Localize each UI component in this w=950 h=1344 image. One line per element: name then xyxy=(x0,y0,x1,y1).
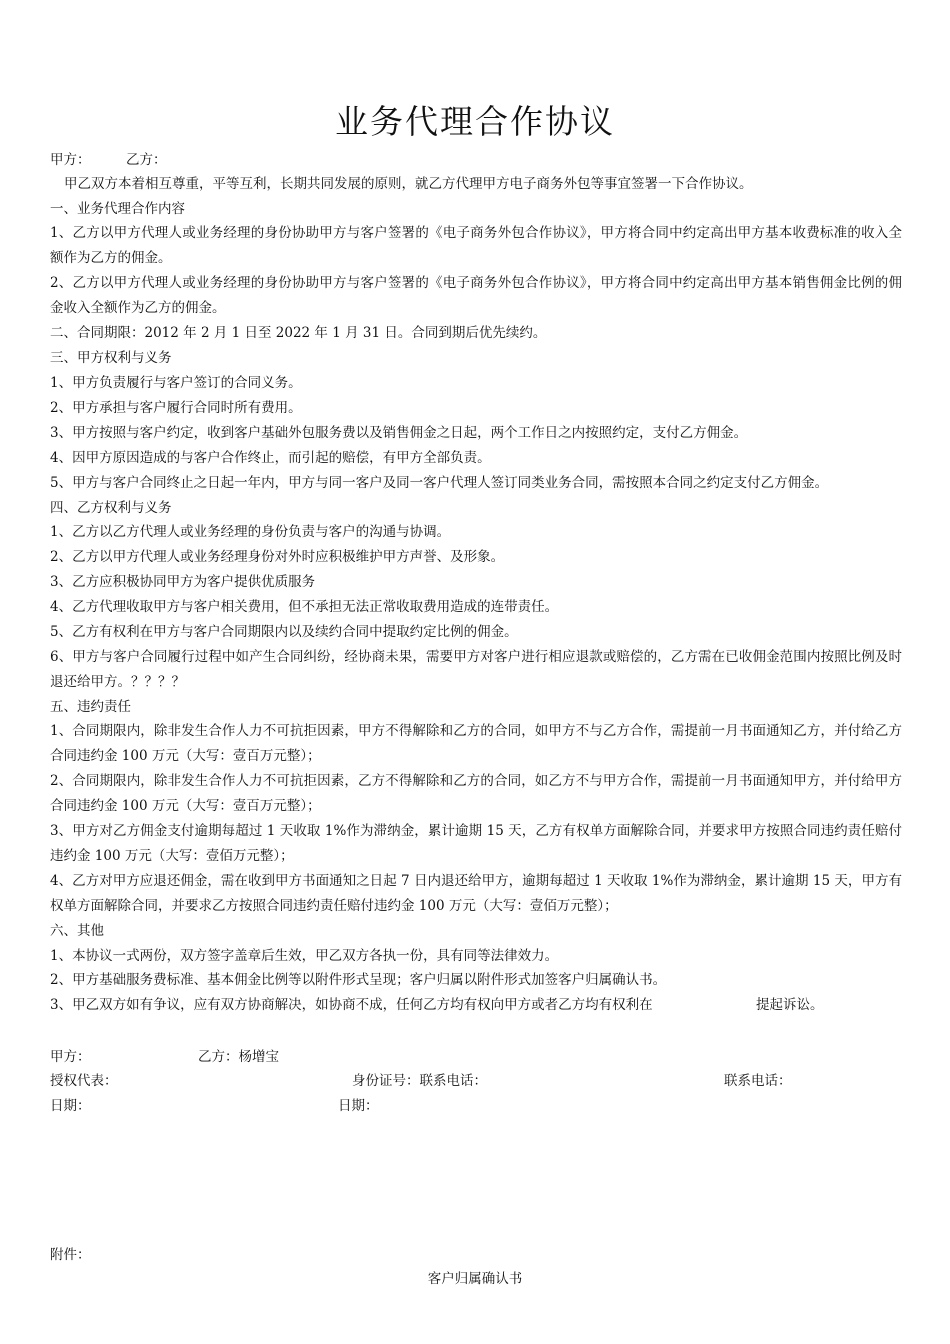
intro-paragraph: 甲乙双方本着相互尊重，平等互利，长期共同发展的原则，就乙方代理甲方电子商务外包等事宜签署一下合作协议。 xyxy=(64,176,753,192)
signature-phone: 联系电话： xyxy=(724,1073,792,1089)
clause-line: 3、甲乙双方如有争议，应有双方协商解决，如协商不成，任何乙方均有权向甲方或者乙方均有权利在 xyxy=(50,997,653,1013)
clause-line: 2、乙方以甲方代理人或业务经理身份对外时应积极维护甲方声誉、及形象。 xyxy=(50,549,505,565)
clause-line: 1、本协议一式两份，双方签字盖章后生效，甲乙双方各执一份，具有同等法律效力。 xyxy=(50,948,559,964)
clause-line: 3、甲方按照与客户约定，收到客户基础外包服务费以及销售佣金之日起，两个工作日之内按照约定，支付乙方佣金。 xyxy=(50,425,748,441)
signature-date-b: 日期： xyxy=(338,1098,379,1114)
clause-paragraph: 2、合同期限内，除非发生合作人力不可抗拒因素，乙方不得解除和乙方的合同，如乙方不与甲方合作，需提前一月书面通知甲方，并付给甲方合同违约金 100 万元（大写：壹百万元整）； xyxy=(50,773,902,814)
signature-party-b: 乙方：杨增宝 xyxy=(198,1049,279,1065)
party-b-label: 乙方： xyxy=(126,152,167,168)
clause-line: 2、甲方承担与客户履行合同时所有费用。 xyxy=(50,400,302,416)
clause-line: 1、乙方以乙方代理人或业务经理的身份负责与客户的沟通与协调。 xyxy=(50,524,451,540)
clause-paragraph: 1、合同期限内，除非发生合作人力不可抗拒因素，甲方不得解除和乙方的合同，如甲方不与乙方合作，需提前一月书面通知乙方，并付给乙方合同违约金 100 万元（大写：壹百万元整）； xyxy=(50,723,902,764)
clause-paragraph: 6、甲方与客户合同履行过程中如产生合同纠纷，经协商未果，需要甲方对客户进行相应退款或赔偿的，乙方需在已收佣金范围内按照比例及时退还给甲方。？？？？ xyxy=(50,649,902,690)
clause-line: 2、甲方基础服务费标准、基本佣金比例等以附件形式呈现；客户归属以附件形式加签客户归属确认书。 xyxy=(50,972,667,988)
clause-paragraph: 4、乙方对甲方应退还佣金，需在收到甲方书面通知之日起 7 日内退还给甲方，逾期每超过 1 天收取 1%作为滞纳金，累计逾期 15 天，甲方有权单方面解除合同，并要求乙方按照合同违约责任赔付违约金 100 万元（大写：壹佰万元整）； xyxy=(50,873,902,914)
section-heading: 二、合同期限：2012 年 2 月 1 日至 2022 年 1 月 31 日。合同到期后优先续约。 xyxy=(50,325,547,341)
clause-line: 5、甲方与客户合同终止之日起一年内，甲方与同一客户及同一客户代理人签订同类业务合同，需按照本合同之约定支付乙方佣金。 xyxy=(50,475,829,491)
attachment-label: 附件： xyxy=(50,1247,91,1263)
clause-line: 5、乙方有权利在甲方与客户合同期限内以及续约合同中提取约定比例的佣金。 xyxy=(50,624,518,640)
clause-line-end: 提起诉讼。 xyxy=(756,997,824,1013)
signature-id-phone: 身份证号：联系电话： xyxy=(352,1073,487,1089)
section-heading: 六、其他 xyxy=(50,923,104,939)
party-a-label: 甲方： xyxy=(50,152,91,168)
clause-line: 4、乙方代理收取甲方与客户相关费用，但不承担无法正常收取费用造成的连带责任。 xyxy=(50,599,559,615)
clause-paragraph: 1、乙方以甲方代理人或业务经理的身份协助甲方与客户签署的《电子商务外包合作协议》，甲方将合同中约定高出甲方基本收费标准的收入全额作为乙方的佣金。 xyxy=(50,225,902,266)
signature-auth-rep: 授权代表： xyxy=(50,1073,118,1089)
section-heading: 四、乙方权利与义务 xyxy=(50,500,172,516)
signature-party-a: 甲方： xyxy=(50,1049,91,1065)
clause-line: 4、因甲方原因造成的与客户合作终止，而引起的赔偿，有甲方全部负责。 xyxy=(50,450,491,466)
section-heading: 三、甲方权利与义务 xyxy=(50,350,172,366)
clause-line: 1、甲方负责履行与客户签订的合同义务。 xyxy=(50,375,302,391)
clause-line: 3、乙方应积极协同甲方为客户提供优质服务 xyxy=(50,574,316,590)
section-heading: 一、业务代理合作内容 xyxy=(50,201,185,217)
document-title: 业务代理合作协议 xyxy=(335,102,615,141)
clause-paragraph: 2、乙方以甲方代理人或业务经理的身份协助甲方与客户签署的《电子商务外包合作协议》，甲方将合同中约定高出甲方基本销售佣金比例的佣金收入全额作为乙方的佣金。 xyxy=(50,275,902,316)
attachment-title: 客户归属确认书 xyxy=(427,1271,523,1287)
signature-date-a: 日期： xyxy=(50,1098,91,1114)
clause-paragraph: 3、甲方对乙方佣金支付逾期每超过 1 天收取 1%作为滞纳金，累计逾期 15 天，乙方有权单方面解除合同，并要求甲方按照合同违约责任赔付违约金 100 万元（大写：壹佰万元整）； xyxy=(50,823,902,864)
section-heading: 五、违约责任 xyxy=(50,699,131,715)
